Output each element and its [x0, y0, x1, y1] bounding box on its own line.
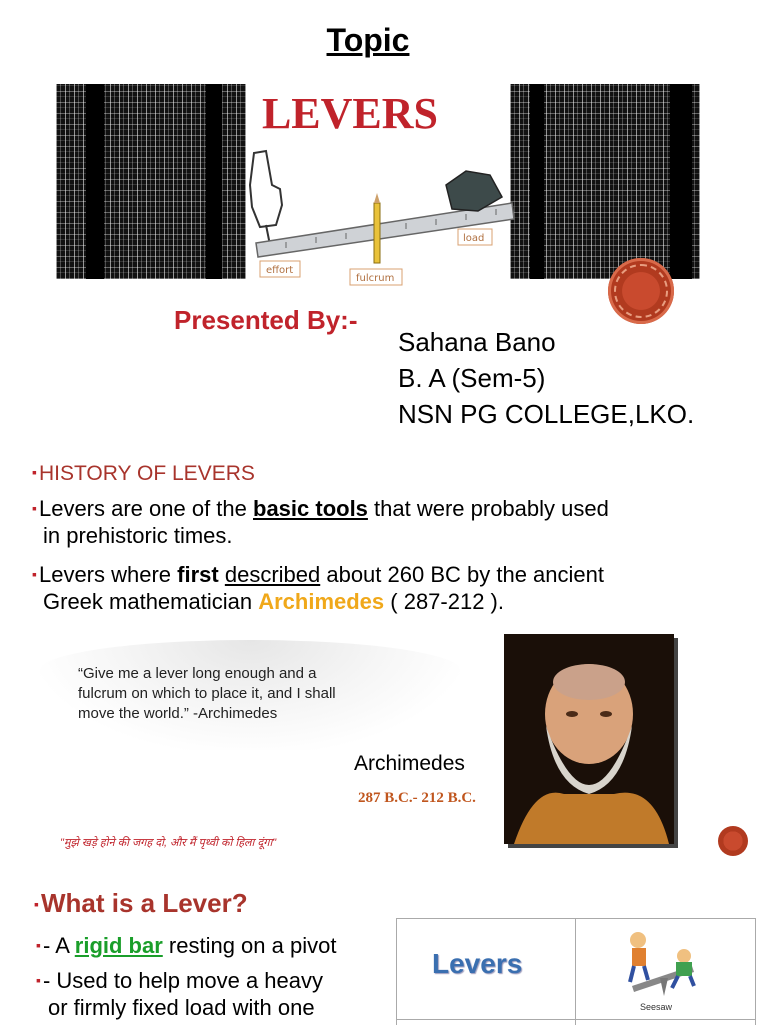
lever-illustration: [246, 145, 516, 295]
archimedes-quote: “Give me a lever long enough and a fulcrum on which to place it, and I shall move the world.” -Archimedes: [78, 665, 336, 722]
what-is-lever-heading: ▪What is a Lever?: [34, 888, 248, 918]
label-effort: effort: [266, 265, 294, 276]
definition-bullet-2-line2: or firmly fixed load with one: [48, 995, 315, 1020]
history-heading: ▪HISTORY OF LEVERS: [32, 462, 255, 485]
label-load: load: [463, 233, 485, 244]
decorative-noise-panel-left: [56, 84, 246, 279]
history-bullet-1: ▪Levers are one of the basic tools that were probably used: [32, 496, 609, 521]
pointing-hand-icon: [250, 151, 282, 245]
definition-bullet-2: ▪- Used to help move a heavy: [36, 968, 324, 993]
decorative-noise-panel-right: [510, 84, 700, 279]
presenter-course: B. A (Sem-5): [398, 363, 546, 393]
levers-title: LEVERS: [261, 89, 439, 138]
hindi-quote: "मुझे खड़े होने की जगह दो, और मैं पृथ्वी को हिला दूंगा": [60, 837, 277, 849]
topic-heading: Topic: [326, 22, 410, 58]
archimedes-dates: 287 B.C.- 212 B.C.: [358, 790, 476, 806]
portrait-caption: Archimedes: [354, 752, 465, 775]
presented-by-label: Presented By:-: [174, 305, 358, 335]
history-bullet-2: ▪Levers where first described about 260 BC by the ancient: [32, 562, 604, 587]
table-title-levers: Levers: [432, 948, 523, 979]
presenter-college: NSN PG COLLEGE,LKO.: [398, 399, 695, 429]
fulcrum-pencil: [374, 203, 380, 263]
rock-load: [446, 171, 502, 211]
seesaw-children-illustration: [622, 926, 702, 1004]
presenter-name: Sahana Bano: [398, 327, 556, 357]
history-bullet-1-line2: in prehistoric times.: [43, 523, 233, 548]
label-fulcrum: fulcrum: [356, 273, 395, 284]
decorative-red-circle: [608, 258, 674, 324]
seesaw-caption: Seesaw: [640, 1002, 673, 1012]
history-bullet-2-line2: Greek mathematician Archimedes ( 287-212 ).: [43, 589, 504, 614]
archimedes-portrait: [504, 634, 674, 844]
definition-bullet-1: ▪- A rigid bar resting on a pivot: [36, 933, 337, 958]
decorative-red-circle-small: [718, 826, 748, 856]
